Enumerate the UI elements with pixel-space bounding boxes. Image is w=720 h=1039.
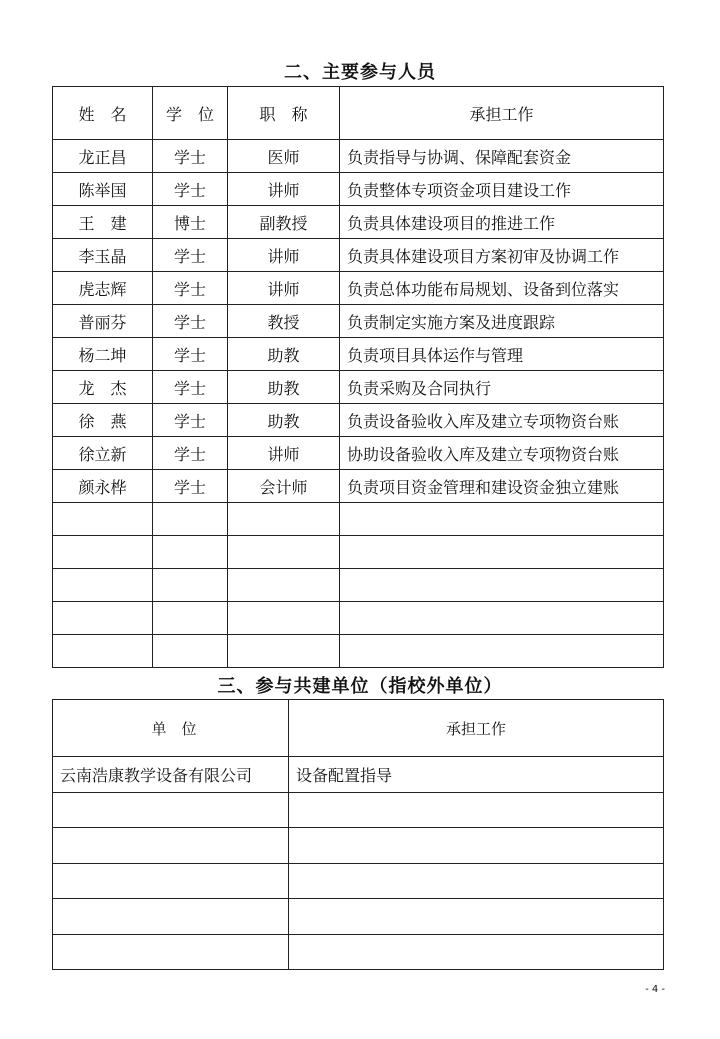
table-cell: 讲师 <box>228 173 340 206</box>
table-cell: 龙 杰 <box>53 371 153 404</box>
table-cell: 云南浩康教学设备有限公司 <box>53 757 289 793</box>
table-row <box>53 404 664 437</box>
table-cell: 负责制定实施方案及进度跟踪 <box>340 305 664 338</box>
section-title-partner-units: 三、参与共建单位（指校外单位） <box>217 676 503 697</box>
table-row <box>53 757 664 793</box>
table-cell <box>289 863 664 899</box>
column-header: 姓 名 <box>53 87 153 140</box>
table-cell: 虎志辉 <box>53 272 153 305</box>
table-cell <box>53 602 153 635</box>
table-cell: 协助设备验收入库及建立专项物资台账 <box>340 437 664 470</box>
table-cell <box>228 503 340 536</box>
table-cell: 负责具体建设项目的推进工作 <box>340 206 664 239</box>
table-cell: 负责采购及合同执行 <box>340 371 664 404</box>
table-cell <box>228 569 340 602</box>
table-row <box>53 792 664 828</box>
table-cell: 学士 <box>153 305 228 338</box>
table-cell: 学士 <box>153 404 228 437</box>
table-cell: 学士 <box>153 338 228 371</box>
table-row <box>53 934 664 970</box>
table-row <box>53 602 664 635</box>
table-row <box>53 828 664 864</box>
table-row <box>53 635 664 668</box>
table-cell: 讲师 <box>228 272 340 305</box>
table-cell <box>153 635 228 668</box>
table-row <box>53 899 664 935</box>
table-cell <box>153 536 228 569</box>
table-cell <box>289 899 664 935</box>
table-cell <box>289 828 664 864</box>
table-cell: 讲师 <box>228 437 340 470</box>
table-row <box>53 536 664 569</box>
column-header: 承担工作 <box>340 87 664 140</box>
table-cell: 学士 <box>153 140 228 173</box>
table-row <box>53 863 664 899</box>
page-number: - 4 - <box>645 984 665 995</box>
table-cell <box>340 536 664 569</box>
table-row <box>53 272 664 305</box>
table-cell <box>53 569 153 602</box>
participants-table <box>52 86 664 668</box>
table-cell <box>228 602 340 635</box>
table-cell: 徐 燕 <box>53 404 153 437</box>
table-cell <box>340 635 664 668</box>
table-row <box>53 503 664 536</box>
table-row <box>53 569 664 602</box>
table-cell: 助教 <box>228 371 340 404</box>
table-cell <box>53 635 153 668</box>
table-cell: 医师 <box>228 140 340 173</box>
table-cell: 李玉晶 <box>53 239 153 272</box>
table-cell: 普丽芬 <box>53 305 153 338</box>
table-cell: 教授 <box>228 305 340 338</box>
column-header: 学 位 <box>153 87 228 140</box>
table-cell: 设备配置指导 <box>289 757 664 793</box>
table-cell <box>340 569 664 602</box>
table-cell <box>53 899 289 935</box>
table-header-row <box>53 87 664 140</box>
table-cell: 徐立新 <box>53 437 153 470</box>
table-cell: 陈举国 <box>53 173 153 206</box>
table-row <box>53 239 664 272</box>
table-cell <box>153 569 228 602</box>
table-cell: 博士 <box>153 206 228 239</box>
table-cell: 负责设备验收入库及建立专项物资台账 <box>340 404 664 437</box>
table-header-row <box>53 700 664 757</box>
table-cell <box>289 792 664 828</box>
table-row <box>53 437 664 470</box>
partner-units-table <box>52 699 664 970</box>
table-cell <box>340 602 664 635</box>
table-cell <box>153 503 228 536</box>
section-title-participants: 二、主要参与人员 <box>284 62 436 83</box>
table-cell: 杨二坤 <box>53 338 153 371</box>
table-cell <box>53 792 289 828</box>
table-cell: 副教授 <box>228 206 340 239</box>
table-cell <box>53 503 153 536</box>
table-cell: 学士 <box>153 173 228 206</box>
table-row <box>53 305 664 338</box>
table-cell: 负责指导与协调、保障配套资金 <box>340 140 664 173</box>
table-row <box>53 470 664 503</box>
column-header: 职 称 <box>228 87 340 140</box>
table-cell <box>53 934 289 970</box>
table-cell: 学士 <box>153 272 228 305</box>
table-cell: 讲师 <box>228 239 340 272</box>
table-cell <box>228 536 340 569</box>
table-cell: 会计师 <box>228 470 340 503</box>
table-cell: 颜永桦 <box>53 470 153 503</box>
table-cell: 负责整体专项资金项目建设工作 <box>340 173 664 206</box>
table-cell <box>53 863 289 899</box>
table-row <box>53 371 664 404</box>
table-cell: 学士 <box>153 239 228 272</box>
table-cell <box>153 602 228 635</box>
table-cell: 负责项目具体运作与管理 <box>340 338 664 371</box>
table-cell: 负责具体建设项目方案初审及协调工作 <box>340 239 664 272</box>
table-cell <box>340 503 664 536</box>
table-cell: 助教 <box>228 338 340 371</box>
table-cell: 龙正昌 <box>53 140 153 173</box>
table-cell <box>53 536 153 569</box>
table-row <box>53 206 664 239</box>
table-cell <box>289 934 664 970</box>
table-cell: 负责项目资金管理和建设资金独立建账 <box>340 470 664 503</box>
column-header: 承担工作 <box>289 700 664 757</box>
table-row <box>53 140 664 173</box>
table-cell: 学士 <box>153 470 228 503</box>
table-cell: 王 建 <box>53 206 153 239</box>
table-cell: 学士 <box>153 437 228 470</box>
table-cell: 学士 <box>153 371 228 404</box>
table-cell <box>228 635 340 668</box>
table-cell: 负责总体功能布局规划、设备到位落实 <box>340 272 664 305</box>
table-cell <box>53 828 289 864</box>
table-row <box>53 173 664 206</box>
table-row <box>53 338 664 371</box>
column-header: 单 位 <box>53 700 289 757</box>
table-cell: 助教 <box>228 404 340 437</box>
